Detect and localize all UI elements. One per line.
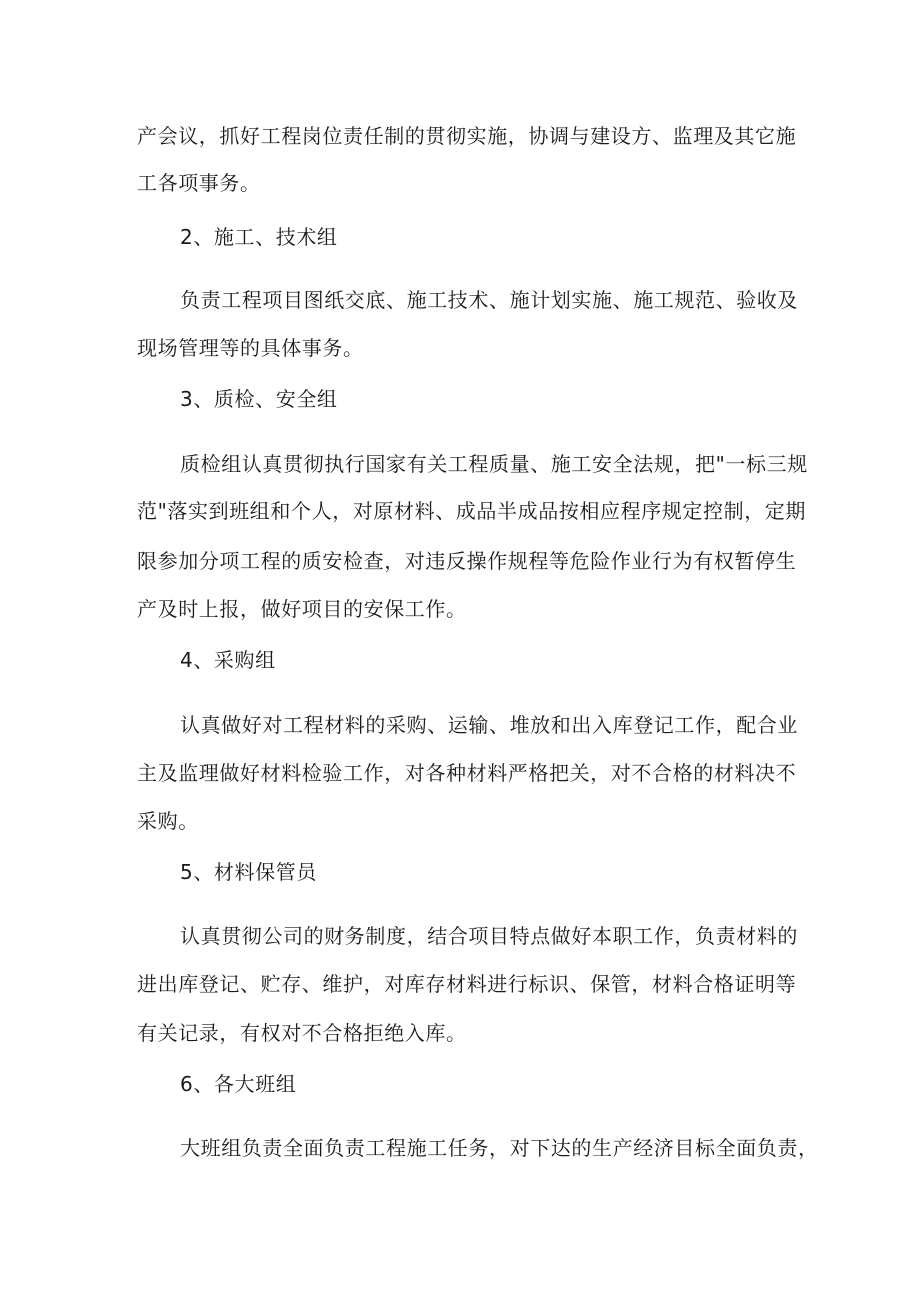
- paragraph-line: 工各项事务。: [137, 171, 261, 195]
- section-heading: 2、施工、技术组: [180, 225, 338, 249]
- paragraph-line: 采购。: [137, 809, 199, 833]
- paragraph-line: 主及监理做好材料检验工作，对各种材料严格把关，对不合格的材料决不: [137, 761, 797, 785]
- paragraph-line: 质检组认真贯彻执行国家有关工程质量、施工安全法规，把"一标三规: [180, 452, 808, 476]
- paragraph-line: 产及时上报，做好项目的安保工作。: [137, 597, 467, 621]
- paragraph-line: 限参加分项工程的质安检查，对违反操作规程等危险作业行为有权暂停生: [137, 549, 797, 573]
- paragraph-line: 大班组负责全面负责工程施工任务，对下达的生产经济目标全面负责，: [180, 1136, 819, 1160]
- paragraph-line: 进出库登记、贮存、维护，对库存材料进行标识、保管，材料合格证明等: [137, 972, 797, 996]
- section-heading: 6、各大班组: [180, 1072, 297, 1096]
- section-heading: 4、采购组: [180, 648, 276, 672]
- section-heading: 3、质检、安全组: [180, 387, 338, 411]
- paragraph-line: 认真贯彻公司的财务制度，结合项目特点做好本职工作，负责材料的: [180, 924, 798, 948]
- paragraph-line: 范"落实到班组和个人，对原材料、成品半成品按相应程序规定控制，定期: [137, 499, 806, 523]
- paragraph-line: 认真做好对工程材料的采购、运输、堆放和出入库登记工作，配合业: [180, 713, 798, 737]
- paragraph-line: 有关记录，有权对不合格拒绝入库。: [137, 1021, 467, 1045]
- paragraph-line: 负责工程项目图纸交底、施工技术、施计划实施、施工规范、验收及: [180, 288, 798, 312]
- section-heading: 5、材料保管员: [180, 860, 317, 884]
- paragraph-line: 现场管理等的具体事务。: [137, 336, 364, 360]
- paragraph-line: 产会议，抓好工程岗位责任制的贯彻实施，协调与建设方、监理及其它施: [137, 124, 797, 148]
